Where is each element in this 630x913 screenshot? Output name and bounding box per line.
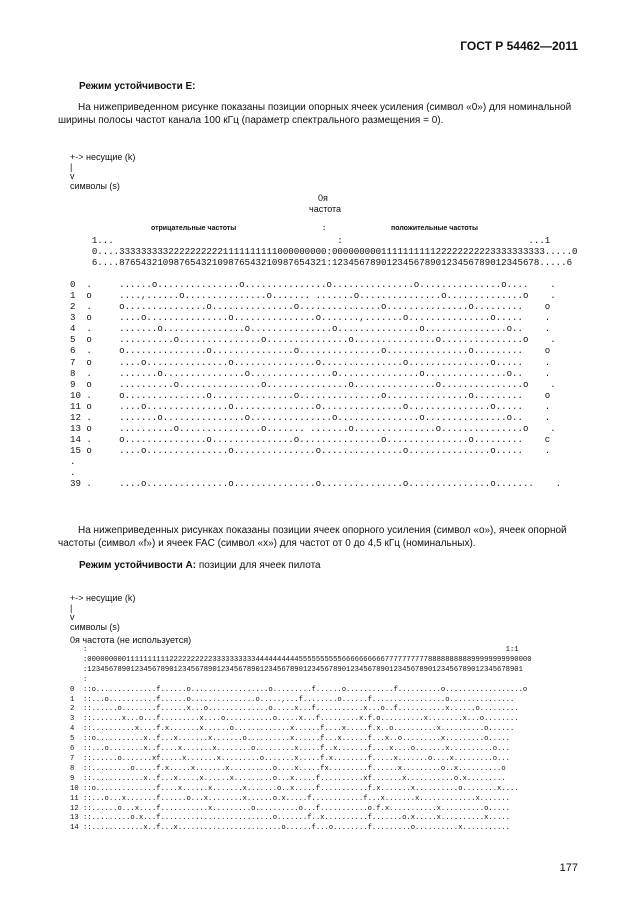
axis-bar: | (70, 162, 73, 172)
grid-e-row: 6....87654321098765432109876543210987654321:12345678901234567890123456789012345678.....6 (70, 257, 573, 269)
grid-a-row: : (70, 675, 88, 684)
grid-a-row: 0 ::o..............f......o..................o.........f......o...........f..........o..................o (70, 685, 528, 694)
grid-a-row: 4 ::..........x....f.x.......x......o.............x......f....x.....f.x..o..........x..........o...... (70, 725, 515, 734)
grid-e-row: 4 . .......o...............o...............o...............o...............o.. . (70, 323, 551, 335)
pilot-grid-a (70, 646, 570, 834)
zero-frequency-label: 0я (318, 193, 328, 203)
section-e-title: Режим устойчивости E: (79, 81, 196, 92)
section-a-subtitle: позиции для ячеек пилота (196, 560, 321, 571)
grid-e-row: 0 . ......o...............o...............o...............o...............o.... . (70, 279, 556, 291)
grid-e-row: 14 . o...............o...............o...............o...............o......... c (70, 433, 551, 445)
axis-bar-a: | (70, 603, 73, 613)
grid-e-row: 0....33333333322222222221111111111000000000:000000000111111111122222222223333333333.....0 (70, 246, 578, 258)
grid-a-row: 2 ::......o........f......x...o..............o.....x...f...........x...o..f...........x......o......... (70, 705, 519, 714)
axis-carriers-label: +-> несущие (k) (70, 152, 136, 162)
grid-a-row: 9 ::............x..f...x.....x......x.........o...x.....f..........xf.......x...........o.x......... (70, 774, 506, 783)
grid-e-row: 39 . ....o...............o...............o...............o...............o....... . (70, 478, 562, 490)
grid-a-row: 11 ::...o...x.......f......o...x........x......o.x.....f............f...x.......x.............x....... (70, 794, 510, 803)
section-a-title: Режим устойчивости A: (79, 560, 197, 571)
negative-frequencies-label: отрицательные частоты (151, 225, 237, 232)
zero-frequency-unused-label: 0я частота (не используется) (70, 635, 192, 645)
grid-e-row: 11 o ....o...............o...............o...............o...............o..... . (70, 400, 551, 412)
grid-e-row (70, 268, 570, 279)
grid-e-row: . (70, 455, 76, 467)
grid-e-row: 5 o ..........o...............o...............o...............o...............o . (70, 334, 556, 346)
grid-a-row: :0000000001111111111222222222233333333334444444444555555555566666666667777777777888888888899999999990000 (70, 655, 532, 664)
grid-a-row: 3 ::.......x...o...f.........x....o...........o.....x...f.........x.f.o..........x........x...o........ (70, 715, 519, 724)
section-e-paragraph: На нижеприведенном рисунке показаны позиции опорных ячеек усиления (символ «0») для номинальной ширины полосы частот канала 100 кГц (параметр спектрального размещения = 0). (58, 102, 572, 126)
section-a-paragraph: На нижеприведенных рисунках показаны позиции ячеек опорного усиления (символ «o»), ячеек опорной частоты (символ «f») и ячеек FAC (символ «x») для частот от 0 до 4,5 кГц (номинальных). (58, 525, 567, 549)
grid-a-row: :12345678901234567890123456789012345678901234567890123456789012345678901234567890123456789012345678901 (70, 665, 523, 674)
grid-e-row: 2 . o...............o...............o...............o...............o......... o (70, 301, 551, 313)
grid-e-row: 3 o ....o...............o...............o.......,.......o...............o..... . (70, 312, 551, 324)
axis-v: v (70, 171, 75, 181)
grid-e-row: 9 o ..........o...............o...............o...............o...............o . (70, 378, 556, 390)
pilot-grid-e (70, 235, 578, 490)
grid-a-row: 12 ::......o...x....f...........x.........o..........o...f...........o.f.x...........x..........o..... (70, 804, 510, 813)
grid-a-row: 1 ::...o...........f......o...............o.....,...f........o......f.................o............... (70, 695, 515, 704)
grid-e-row: 7 o ....o...............o...............o...............o...............o..... . (70, 356, 551, 368)
axis-carriers-label-a: +-> несущие (k) (70, 593, 136, 603)
grid-e-row: 12 . .......o...............o...............o...............o...............o.. . (70, 411, 551, 423)
grid-a-row: 14 ::............x..f...x........................o......f...o........f.........o..........x........... (70, 824, 510, 833)
axis-v-a: v (70, 612, 75, 622)
standard-header: ГОСТ Р 54462—2011 (460, 39, 578, 53)
section-a-heading (79, 560, 321, 571)
grid-a-row: 8 ::.........o.....f.x.....x.......x..........o....x.....fx.........f......x.........o..x..........o (70, 764, 506, 773)
positive-frequencies-label: положительные частоты (391, 225, 478, 232)
grid-e-row: 1... : ...1 (70, 235, 551, 246)
grid-e-row: 1 o ....,......o...............o....... .......o...............o..............o . (70, 290, 556, 302)
grid-e-row: 8 . .......o...............o...............o...............o...............o.. . (70, 367, 551, 379)
grid-a-row: 13 ::.........o.x...f..........................o.......f..x..........f.......o.x.....x..........x..... (70, 814, 510, 823)
grid-a-row: 6 ::...o........x..f....x.......x........o.........x.....f..x.......f....x....o.......x..........o... (70, 745, 510, 754)
axis-symbols-label-a: символы (s) (70, 622, 120, 632)
grid-e-row: 10 . o...............o...............o...............o...............o......... o (70, 389, 551, 401)
page-number: 177 (559, 862, 578, 874)
grid-a-row: 7 ::......o.......xf.....x.......x.........o.......x.....f.x........f.....x.......o....x.........o... (70, 754, 510, 763)
grid-a-row: : 1:1 (70, 646, 519, 654)
center-colon: : (322, 225, 327, 233)
axis-symbols-label: символы (s) (70, 181, 120, 191)
frequency-label: частота (309, 204, 342, 214)
grid-a-row: 10 ::o..............f....x......x.......x.......o..x.....f...........f.x.......x..........o........x.... (70, 784, 519, 793)
grid-e-row: . (70, 466, 76, 478)
grid-e-row: 15 o ....o...............o...............o...............o...............o..... . (70, 444, 551, 456)
grid-a-row: 5 ::o...........x..f...x.......x.......o..........x......f...x......f...x..o.........x.........o..... (70, 735, 510, 744)
grid-e-row: 13 o ..........o...............o....... .......o...............o...............o . (70, 422, 556, 434)
grid-e-row: 6 . o...............o...............o...............o...............o......... o (70, 345, 551, 357)
